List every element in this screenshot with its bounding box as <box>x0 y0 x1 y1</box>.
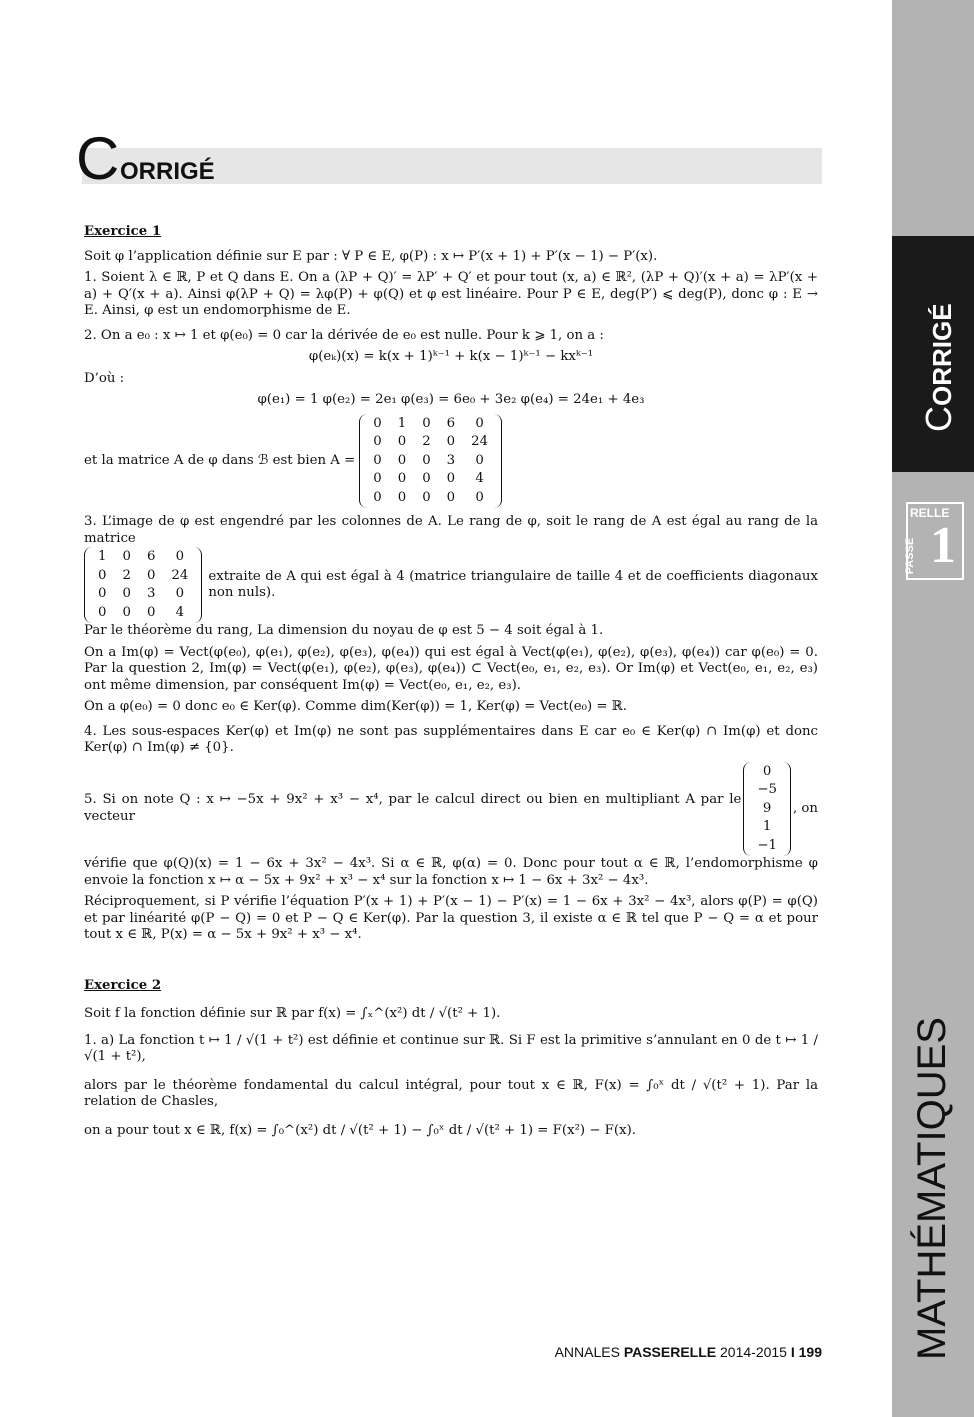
matrix-B-cell: 0 <box>98 567 107 583</box>
vector-Q-row <box>750 801 784 818</box>
ex1-q3-a: 3. L’image de φ est engendré par les colonnes de A. Le rang de φ, soit le rang de A est égal au rang de la matrice <box>84 514 818 546</box>
matrix-A-cell: 0 <box>373 434 382 449</box>
vector-Q-cell: −1 <box>757 837 777 853</box>
vector-Q-row <box>750 764 784 781</box>
matrix-B-row <box>91 549 195 566</box>
matrix-A-cell: 0 <box>373 489 382 505</box>
matrix-A-cell: 0 <box>446 471 456 486</box>
matrix-B-cell: 0 <box>122 586 131 601</box>
matrix-A-label: et la matrice A de φ dans ℬ est bien A = <box>84 452 356 468</box>
matrix-B-cell: 0 <box>175 549 185 564</box>
matrix-A-cell: 0 <box>422 452 431 468</box>
vector-Q-cell: 0 <box>762 763 772 779</box>
matrix-A-row <box>366 490 495 507</box>
ex2-q1-c: on a pour tout x ∈ ℝ, f(x) = ∫₀^(x²) dt / √(t² + 1) − ∫₀ˣ dt / √(t² + 1) = F(x²) − F(x). <box>84 1122 637 1138</box>
matrix-A-cell: 0 <box>475 452 484 468</box>
passerelle-logo: RELLE PASSE 1 <box>906 502 964 580</box>
ex1-q2-values: φ(e₁) = 1 φ(e₂) = 2e₁ φ(e₃) = 6e₀ + 3e₂ φ(e₄) = 24e₁ + 4e₃ <box>257 392 645 407</box>
ex2-intro: Soit f la fonction définie sur ℝ par f(x) = ∫ₓ^(x²) dt / √(t² + 1). <box>84 1006 501 1021</box>
ex1-q5-row <box>84 762 818 857</box>
matrix-A-cell: 0 <box>422 489 431 505</box>
vector-Q-row <box>750 819 784 836</box>
ex1-q5-a-end: , on <box>792 800 818 816</box>
matrix-A-cell: 6 <box>446 415 456 431</box>
matrix-B-cell: 0 <box>146 604 156 620</box>
matrix-A-cell: 0 <box>397 452 407 468</box>
ex1-q2-formula: φ(eₖ)(x) = k(x + 1)ᵏ⁻¹ + k(x − 1)ᵏ⁻¹ − kxᵏ⁻¹ <box>308 349 594 364</box>
matrix-B-cell: 24 <box>171 567 189 583</box>
ex1-q5-a: 5. Si on note Q : x ↦ −5x + 9x² + x³ − x⁴, par le calcul direct ou bien en multipliant A par le vecteur <box>84 792 742 824</box>
matrix-B-cell: 3 <box>146 586 156 601</box>
matrix-B-cell: 0 <box>122 604 131 620</box>
ex1-q3-d: On a Im(φ) = Vect(φ(e₀), φ(e₁), φ(e₂), φ(e₃), φ(e₄)) qui est égal à Vect(φ(e₁), φ(e₂), φ(e₃), φ(e₄)) car φ(e₀) = 0. Par la question 2, Im(φ) = Vect(φ(e₁), φ(e₂), φ(e₃), φ(e₄)) ⊂ Vect(e₀, e₁, e₂, e₃). Or Im(φ) et Vect(e₀, e₁, e₂, e₃) ont même dimension, par conséquent Im(φ) = Vect(e₀, e₁, e₂, e₃). <box>84 644 818 693</box>
matrix-B-cell: 0 <box>98 586 107 601</box>
exercise-1-title: Exercice 1 <box>84 224 162 239</box>
matrix-B <box>84 547 202 623</box>
vector-Q-cell: 9 <box>762 800 772 816</box>
vector-Q-row <box>750 782 784 799</box>
matrix-B-row <box>91 568 195 585</box>
matrix-A-cell: 0 <box>397 489 407 505</box>
matrix-A-cell: 0 <box>397 471 407 486</box>
matrix-A-cell: 1 <box>397 415 407 431</box>
matrix-B-row <box>84 547 818 623</box>
matrix-A-row <box>366 471 495 488</box>
ex1-q3-e: On a φ(e₀) = 0 donc e₀ ∈ Ker(φ). Comme dim(Ker(φ)) = 1, Ker(φ) = Vect(e₀) = ℝ. <box>84 699 628 714</box>
matrix-B-cell: 1 <box>98 549 107 564</box>
matrix-A-cell: 0 <box>475 489 484 505</box>
matrix-A-cell: 0 <box>373 415 382 431</box>
page-footer: ANNALES PASSERELLE 2014-2015 I 199 <box>554 1344 822 1360</box>
vector-Q-cell: −5 <box>757 782 777 797</box>
vector-Q-row <box>750 838 784 855</box>
matrix-A-row <box>366 434 495 451</box>
matrix-A-cell: 0 <box>446 489 456 505</box>
ex1-q4: 4. Les sous-espaces Ker(φ) et Im(φ) ne sont pas supplémentaires dans E car e₀ ∈ Ker(φ) ∩ Im(φ) et donc Ker(φ) ∩ Im(φ) ≠ {0}. <box>84 723 818 755</box>
sidebar-subject: MATHÉMATIQUES <box>910 1017 954 1360</box>
ex1-q3-b: extraite de A qui est égal à 4 (matrice triangulaire de taille 4 et de coefficients diagonaux non nuls). <box>208 568 818 600</box>
ex1-q2: 2. On a e₀ : x ↦ 1 et φ(e₀) = 0 car la dérivée de e₀ est nulle. Pour k ⩾ 1, on a : <box>84 327 604 343</box>
matrix-A <box>359 414 502 509</box>
ex1-q5-c: Réciproquement, si P vérifie l’équation P′(x + 1) + P′(x − 1) − P′(x) = 1 − 6x + 3x² − 4x³, alors φ(P) = φ(Q) et par linéarité φ(P − Q) = 0 et P − Q ∈ Ker(φ). Par la question 3, il existe α ∈ ℝ tel que P − Q = α et pour tout x ∈ ℝ, P(x) = α − 5x + 9x² + x³ − x⁴. <box>84 894 818 942</box>
ex1-q3-c: Par le théorème du rang, La dimension du noyau de φ est 5 − 4 soit égal à 1. <box>84 623 604 638</box>
matrix-A-row <box>84 414 818 509</box>
matrix-A-cell: 0 <box>397 434 407 449</box>
ex1-q5-b: vérifie que φ(Q)(x) = 1 − 6x + 3x² − 4x³. Si α ∈ ℝ, φ(α) = 0. Donc pour tout α ∈ ℝ, l’endomorphisme φ envoie la fonction x ↦ α − 5x + 9x² + x³ − x⁴ sur la fonction x ↦ 1 − 6x + 3x² − 4x³. <box>84 856 818 888</box>
matrix-A-cell: 0 <box>422 471 431 486</box>
matrix-A-cell: 2 <box>422 434 431 449</box>
matrix-A-row <box>366 416 495 433</box>
document-body <box>84 220 818 1144</box>
matrix-A-cell: 0 <box>422 415 431 431</box>
ex1-q2-dou: D’où : <box>84 370 125 386</box>
matrix-B-cell: 0 <box>146 567 156 583</box>
ex2-q1-a: 1. a) La fonction t ↦ 1 / √(1 + t²) est définie et continue sur ℝ. Si F est la primitive s’annulant en 0 de t ↦ 1 / √(1 + t²), <box>84 1032 818 1064</box>
matrix-B-cell: 2 <box>122 567 131 583</box>
matrix-A-cell: 0 <box>373 471 382 486</box>
vector-Q <box>743 762 791 857</box>
sidebar-section-label: CORRIGÉ <box>918 303 959 432</box>
matrix-B-cell: 0 <box>98 604 107 620</box>
ex1-q1: 1. Soient λ ∈ ℝ, P et Q dans E. On a (λP + Q)′ = λP′ + Q′ et pour tout (x, a) ∈ ℝ², (λP + Q)′(x + a) = λP′(x + a) + Q′(x + a). Ainsi φ(λP + Q) = λφ(P) + φ(Q) et φ est linéaire. Pour P ∈ E, deg(P′) ⩽ deg(P), donc φ : E → E. Ainsi, φ est un endomorphisme de E. <box>84 270 818 318</box>
matrix-A-cell: 0 <box>475 415 484 431</box>
page-title: ORRIGÉ <box>120 158 215 185</box>
title-initial: C <box>76 125 120 192</box>
matrix-B-row <box>91 586 195 603</box>
matrix-A-cell: 0 <box>373 452 382 468</box>
exercise-2-title: Exercice 2 <box>84 977 162 993</box>
matrix-A-cell: 3 <box>446 452 456 468</box>
ex2-q1-b: alors par le théorème fondamental du calcul intégral, pour tout x ∈ ℝ, F(x) = ∫₀ˣ dt / √(t² + 1). Par la relation de Chasles, <box>84 1077 818 1109</box>
matrix-B-row <box>91 605 195 622</box>
matrix-A-cell: 24 <box>471 434 489 449</box>
matrix-B-cell: 4 <box>175 604 185 620</box>
matrix-B-cell: 6 <box>146 549 156 564</box>
vector-Q-cell: 1 <box>762 819 772 834</box>
matrix-A-cell: 0 <box>446 434 456 449</box>
matrix-B-cell: 0 <box>175 586 185 601</box>
matrix-A-row <box>366 453 495 470</box>
matrix-A-cell: 4 <box>475 471 484 486</box>
matrix-B-cell: 0 <box>122 549 131 564</box>
ex1-intro: Soit φ l’application définie sur E par : ∀ P ∈ E, φ(P) : x ↦ P′(x + 1) + P′(x − 1) − P′(x). <box>84 248 658 264</box>
